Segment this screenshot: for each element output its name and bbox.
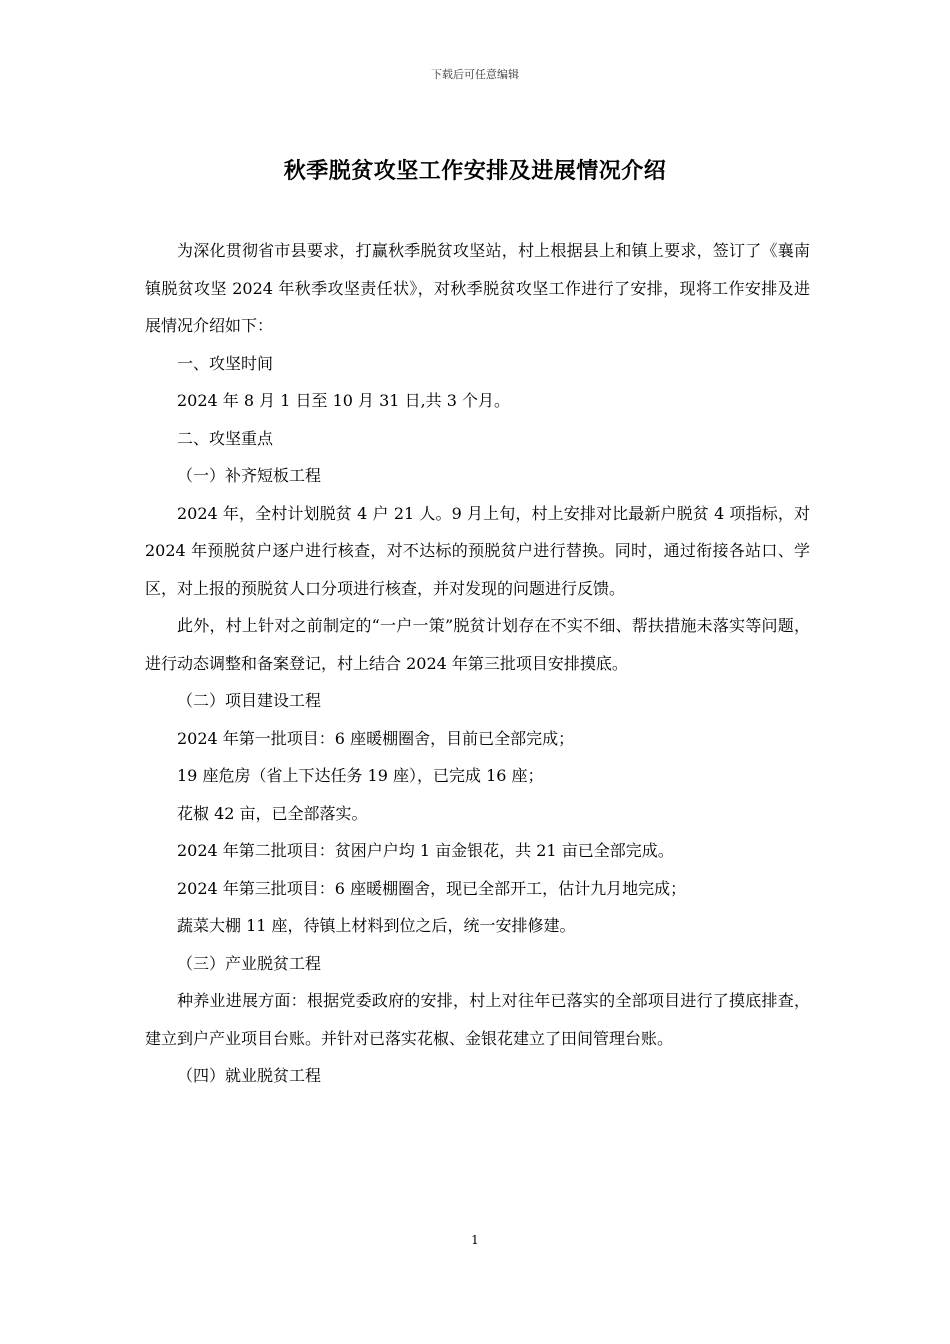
section-heading-focus: 二、攻坚重点 bbox=[177, 428, 274, 448]
project-item: 19 座危房（省上下达任务 19 座），已完成 16 座； bbox=[177, 766, 544, 785]
project-item: 花椒 42 亩，已全部落实。 bbox=[177, 803, 368, 823]
policy-adjust-paragraph: 此外，村上针对之前制定的“一户一策”脱贫计划存在不实不细、帮扶措施未落实等问题，进行动态调整和备案登记，村上结合 2024 年第三批项目安排摸底。 bbox=[145, 616, 810, 673]
project-item: 2024 年第一批项目：6 座暖棚圈舍，目前已全部完成； bbox=[177, 728, 575, 748]
project-item: 2024 年第三批项目：6 座暖棚圈舍，现已全部开工，估计九月地完成； bbox=[177, 878, 687, 898]
project-item: 蔬菜大棚 11 座，待镇上材料到位之后，统一安排修建。 bbox=[177, 916, 576, 935]
download-note: 下载后可任意编辑 bbox=[431, 68, 519, 81]
project-item: 2024 年第二批项目：贫困户户均 1 亩金银花，共 21 亩已全部完成。 bbox=[177, 841, 674, 860]
subsection-heading-shortboard: （一）补齐短板工程 bbox=[177, 466, 322, 485]
industry-paragraph: 种养业进展方面：根据党委政府的安排，村上对往年已落实的全部项目进行了摸底排查，建立到户产业项目台账。并针对已落实花椒、金银花建立了田间管理台账。 bbox=[145, 991, 810, 1048]
subsection-heading-employment: （四）就业脱贫工程 bbox=[177, 1066, 322, 1085]
intro-paragraph: 为深化贯彻省市县要求，打赢秋季脱贫攻坚站，村上根据县上和镇上要求，签订了《襄南镇脱贫攻坚 2024 年秋季攻坚责任状》，对秋季脱贫攻坚工作进行了安排，现将工作安排及进展情况介绍如下： bbox=[145, 241, 810, 335]
section-heading-time: 一、攻坚时间 bbox=[177, 353, 274, 373]
page-number: 1 bbox=[471, 1233, 479, 1247]
shortboard-paragraph: 2024 年，全村计划脱贫 4 户 21 人。9 月上旬，村上安排对比最新户脱贫 4 项指标，对 2024 年预脱贫户逐户进行核查，对不达标的预脱贫户进行替换。同时，通过衔接各站口、学区，对上报的预脱贫人口分项进行核查，并对发现的问题进行反馈。 bbox=[145, 503, 810, 598]
subsection-heading-projects: （二）项目建设工程 bbox=[177, 691, 322, 710]
document-body bbox=[145, 232, 810, 1095]
time-paragraph: 2024 年 8 月 1 日至 10 月 31 日,共 3 个月。 bbox=[177, 391, 511, 410]
document-title: 秋季脱贫攻坚工作安排及进展情况介绍 bbox=[283, 158, 667, 184]
subsection-heading-industry: （三）产业脱贫工程 bbox=[177, 953, 322, 973]
